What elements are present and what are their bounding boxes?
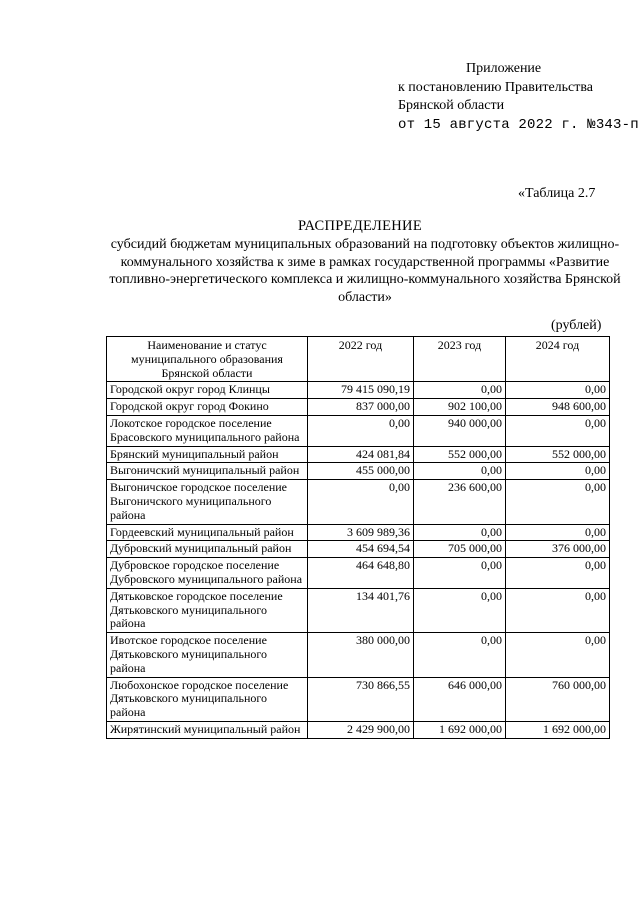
table-row bbox=[107, 415, 610, 446]
amount-2024: 0,00 bbox=[506, 633, 610, 677]
table-row bbox=[107, 446, 610, 463]
amount-2024: 0,00 bbox=[506, 382, 610, 399]
header-2024: 2024 год bbox=[506, 337, 610, 382]
header-name: Наименование и статус муниципального образования Брянской области bbox=[107, 337, 308, 382]
table-row bbox=[107, 677, 610, 721]
document-title: РАСПРЕДЕЛЕНИЕ bbox=[298, 218, 422, 234]
amount-2023: 1 692 000,00 bbox=[414, 721, 506, 738]
amount-2024: 376 000,00 bbox=[506, 541, 610, 558]
municipality-name: Дубровское городское поселение Дубровского муниципального района bbox=[107, 558, 308, 589]
municipality-name: Выгоничское городское поселение Выгоничского муниципального района bbox=[107, 480, 308, 524]
municipality-name: Городской округ город Фокино bbox=[107, 399, 308, 416]
municipality-name: Любохонское городское поселение Дятьковского муниципального района bbox=[107, 677, 308, 721]
amount-2024: 948 600,00 bbox=[506, 399, 610, 416]
municipality-name: Брянский муниципальный район bbox=[107, 446, 308, 463]
municipality-name: Жирятинский муниципальный район bbox=[107, 721, 308, 738]
municipality-name: Городской округ город Клинцы bbox=[107, 382, 308, 399]
amount-2024: 0,00 bbox=[506, 463, 610, 480]
amount-2024: 1 692 000,00 bbox=[506, 721, 610, 738]
municipality-name: Выгоничский муниципальный район bbox=[107, 463, 308, 480]
amount-2022: 380 000,00 bbox=[308, 633, 414, 677]
amount-2024: 0,00 bbox=[506, 480, 610, 524]
table-row bbox=[107, 588, 610, 632]
table-reference: «Таблица 2.7 bbox=[518, 186, 596, 201]
amount-2022: 0,00 bbox=[308, 480, 414, 524]
table-row bbox=[107, 558, 610, 589]
municipality-name: Гордеевский муниципальный район bbox=[107, 524, 308, 541]
amount-2022: 3 609 989,36 bbox=[308, 524, 414, 541]
table-row bbox=[107, 633, 610, 677]
amount-2023: 0,00 bbox=[414, 558, 506, 589]
amount-2022: 0,00 bbox=[308, 415, 414, 446]
appendix-region: Брянской области bbox=[398, 98, 505, 113]
appendix-date-number: от 15 августа 2022 г. №343-п bbox=[398, 116, 639, 133]
table-row bbox=[107, 463, 610, 480]
municipality-name: Локотское городское поселение Брасовского муниципального района bbox=[107, 415, 308, 446]
amount-2022: 464 648,80 bbox=[308, 558, 414, 589]
amount-2022: 837 000,00 bbox=[308, 399, 414, 416]
header-2022: 2022 год bbox=[308, 337, 414, 382]
amount-2024: 760 000,00 bbox=[506, 677, 610, 721]
amount-2023: 236 600,00 bbox=[414, 480, 506, 524]
amount-2023: 646 000,00 bbox=[414, 677, 506, 721]
amount-2024: 0,00 bbox=[506, 588, 610, 632]
amount-2022: 730 866,55 bbox=[308, 677, 414, 721]
municipality-name: Дубровский муниципальный район bbox=[107, 541, 308, 558]
amount-2022: 424 081,84 bbox=[308, 446, 414, 463]
amount-2022: 79 415 090,19 bbox=[308, 382, 414, 399]
header-2023: 2023 год bbox=[414, 337, 506, 382]
table-header-row bbox=[107, 337, 610, 382]
document-subtitle: субсидий бюджетам муниципальных образований на подготовку объектов жилищно-коммунального хозяйства к зиме в рамках государственной программы «Развитие топливно-энергетического комплекса и жилищно-коммунального хозяйства Брянской области» bbox=[109, 237, 621, 305]
amount-2023: 0,00 bbox=[414, 382, 506, 399]
table-row bbox=[107, 721, 610, 738]
amount-2023: 940 000,00 bbox=[414, 415, 506, 446]
table-row bbox=[107, 399, 610, 416]
distribution-table bbox=[106, 336, 610, 739]
amount-2023: 0,00 bbox=[414, 524, 506, 541]
amount-2023: 552 000,00 bbox=[414, 446, 506, 463]
municipality-name: Дятьковское городское поселение Дятьковского муниципального района bbox=[107, 588, 308, 632]
units-label: (рублей) bbox=[551, 318, 602, 333]
amount-2023: 705 000,00 bbox=[414, 541, 506, 558]
amount-2022: 134 401,76 bbox=[308, 588, 414, 632]
table-row bbox=[107, 541, 610, 558]
table-row bbox=[107, 480, 610, 524]
amount-2024: 552 000,00 bbox=[506, 446, 610, 463]
amount-2024: 0,00 bbox=[506, 558, 610, 589]
table-row bbox=[107, 524, 610, 541]
amount-2022: 2 429 900,00 bbox=[308, 721, 414, 738]
appendix-block bbox=[398, 60, 639, 134]
amount-2023: 902 100,00 bbox=[414, 399, 506, 416]
amount-2022: 454 694,54 bbox=[308, 541, 414, 558]
appendix-label: Приложение bbox=[466, 61, 542, 76]
amount-2023: 0,00 bbox=[414, 588, 506, 632]
table-row bbox=[107, 382, 610, 399]
amount-2022: 455 000,00 bbox=[308, 463, 414, 480]
amount-2023: 0,00 bbox=[414, 463, 506, 480]
amount-2023: 0,00 bbox=[414, 633, 506, 677]
amount-2024: 0,00 bbox=[506, 524, 610, 541]
appendix-decree: к постановлению Правительства bbox=[398, 79, 594, 95]
municipality-name: Ивотское городское поселение Дятьковского муниципального района bbox=[107, 633, 308, 677]
amount-2024: 0,00 bbox=[506, 415, 610, 446]
